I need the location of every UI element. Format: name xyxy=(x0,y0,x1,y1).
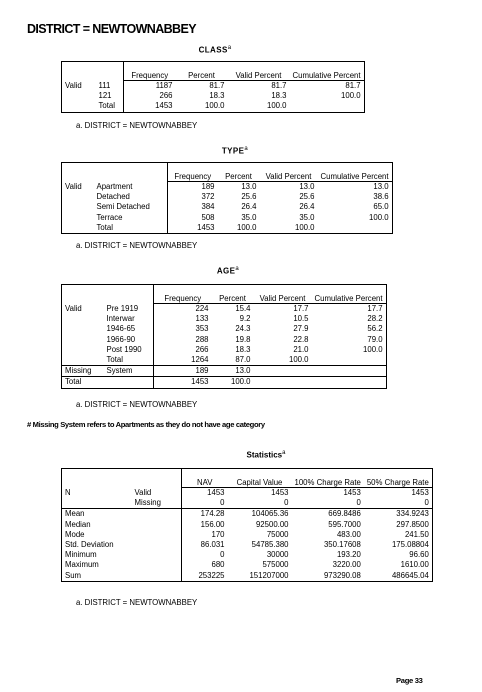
cell-percent: 100.0 xyxy=(212,377,254,388)
row-group: Valid xyxy=(62,182,94,193)
col-header-frequency: Frequency xyxy=(168,163,218,182)
cell-nav: 0 xyxy=(182,550,228,560)
row-label: Interwar xyxy=(106,314,135,324)
header-stub xyxy=(62,62,124,81)
col-header-percent: Percent xyxy=(176,62,228,81)
row-group xyxy=(62,213,94,223)
cell-50-charge-rate: 0 xyxy=(364,498,432,509)
cell-capital-value: 104065.36 xyxy=(251,509,289,519)
cell-capital-value: 575000 xyxy=(262,560,289,570)
cell-nav: 86.031 xyxy=(182,540,228,550)
row-label: Semi Detached xyxy=(96,202,150,212)
cell-100-charge-rate: 0 xyxy=(292,498,364,509)
row-label: Maximum xyxy=(62,560,182,570)
cell-cumulative-percent: 100.0 xyxy=(290,91,365,101)
col-header-valid-percent: Valid Percent xyxy=(254,285,312,304)
cell-cumulative-percent xyxy=(312,377,387,388)
cell-cumulative-percent: 100.0 xyxy=(312,345,387,355)
header-stub xyxy=(62,285,154,304)
statistics-table-title: Statistics$^a$ xyxy=(246,450,286,460)
table-row xyxy=(62,520,433,530)
row-group xyxy=(62,202,94,212)
cell-cumulative-percent: 81.7 xyxy=(290,81,365,92)
cell-valid-percent: 26.4 xyxy=(299,202,315,212)
cell-frequency: 266 xyxy=(154,345,212,355)
cell-percent: 81.7 xyxy=(209,81,225,90)
row-group xyxy=(62,101,96,112)
cell-valid-percent: 81.7 xyxy=(271,81,287,90)
cell-cumulative-percent: 13.0 xyxy=(318,182,393,193)
table-row xyxy=(62,509,433,520)
cell-cumulative-percent xyxy=(318,223,393,234)
col-header-capital-value: Capital Value xyxy=(228,469,292,488)
cell-percent: 87.0 xyxy=(212,355,254,366)
cell-50-charge-rate: 241.50 xyxy=(364,530,432,540)
cell-cumulative-percent: 100.0 xyxy=(318,213,393,223)
col-header-frequency: Frequency xyxy=(154,285,212,304)
row-label: Total xyxy=(96,101,124,112)
row-group xyxy=(62,223,94,234)
statistics-footnote: a. DISTRICT = NEWTOWNABBEY xyxy=(76,598,198,607)
row-label: Total xyxy=(94,223,168,234)
cell-100-charge-rate: 595.7000 xyxy=(328,519,361,529)
cell-valid-percent: 27.9 xyxy=(293,324,309,334)
col-header-nav: NAV xyxy=(182,469,228,488)
row-label: Terrace xyxy=(96,212,123,222)
cell-100-charge-rate: 1453 xyxy=(343,488,361,497)
cell-percent: 100.0 xyxy=(176,101,228,112)
row-label: Apartment xyxy=(96,182,133,191)
cell-capital-value: 30000 xyxy=(266,550,289,560)
row-label: 1966-90 xyxy=(106,334,136,344)
cell-percent: 18.3 xyxy=(209,91,225,101)
cell-capital-value: 0 xyxy=(228,498,292,509)
row-group xyxy=(62,314,104,324)
cell-cumulative-percent: 65.0 xyxy=(318,202,393,212)
cell-valid-percent: 100.0 xyxy=(254,355,312,366)
cell-frequency: 1453 xyxy=(154,377,212,388)
table-row xyxy=(62,202,393,212)
table-row xyxy=(62,488,433,499)
cell-frequency: 384 xyxy=(168,202,218,212)
cell-valid-percent: 10.5 xyxy=(293,314,309,324)
age-footnote: a. DISTRICT = NEWTOWNABBEY xyxy=(76,400,198,409)
col-header-cumulative-percent: Cumulative Percent xyxy=(318,163,393,182)
cell-cumulative-percent: 79.0 xyxy=(312,335,387,345)
cell-percent: 35.0 xyxy=(241,212,257,222)
row-group xyxy=(62,324,104,334)
table-row xyxy=(62,355,387,366)
cell-percent: 26.4 xyxy=(241,202,257,212)
table-row xyxy=(62,571,433,582)
cell-50-charge-rate: 175.08804 xyxy=(364,540,432,550)
cell-valid-percent xyxy=(254,377,312,388)
cell-frequency: 224 xyxy=(154,304,212,315)
cell-frequency: 189 xyxy=(154,366,212,377)
cell-50-charge-rate: 1610.00 xyxy=(364,560,432,570)
table-row xyxy=(62,550,433,560)
table-row xyxy=(62,530,433,540)
table-row xyxy=(62,182,393,193)
cell-capital-value: 1453 xyxy=(271,488,289,497)
row-label: 1946-65 xyxy=(106,324,136,334)
cell-nav: 174.28 xyxy=(182,509,228,520)
cell-percent: 24.3 xyxy=(235,324,251,334)
cell-nav: 170 xyxy=(182,530,228,540)
table-row xyxy=(62,540,433,550)
row-group: Valid xyxy=(62,304,104,315)
row-label: Median xyxy=(62,520,182,530)
header-stub xyxy=(62,163,168,182)
cell-frequency: 1187 xyxy=(124,81,176,92)
page-number: Page 33 xyxy=(396,676,423,685)
cell-valid-percent: 25.6 xyxy=(299,192,315,202)
cell-100-charge-rate: 973290.08 xyxy=(292,571,364,582)
cell-100-charge-rate: 193.20 xyxy=(336,550,361,560)
statistics-table xyxy=(61,468,433,582)
cell-percent: 18.3 xyxy=(235,344,251,354)
cell-cumulative-percent xyxy=(312,355,387,366)
cell-valid-percent: 100.0 xyxy=(260,223,318,234)
cell-nav: 253225 xyxy=(182,571,228,582)
class-frequency-table xyxy=(61,61,365,113)
missing-system-note: # Missing System refers to Apartments as they do not have age category xyxy=(27,420,265,429)
cell-frequency: 1453 xyxy=(168,223,218,234)
table-row xyxy=(62,377,387,388)
table-row xyxy=(62,213,393,223)
cell-capital-value: 92500.00 xyxy=(255,519,289,529)
type-footnote: a. DISTRICT = NEWTOWNABBEY xyxy=(76,241,198,250)
table-row xyxy=(62,101,365,112)
row-group xyxy=(62,355,104,366)
col-header-percent: Percent xyxy=(218,163,260,182)
cell-capital-value: 54785.380 xyxy=(251,540,289,550)
row-label: Detached xyxy=(96,192,130,202)
type-frequency-table xyxy=(61,162,393,234)
row-label: Std. Deviation xyxy=(62,540,182,550)
cell-frequency: 189 xyxy=(168,182,218,193)
row-label: 121 xyxy=(98,91,112,101)
row-label: Sum xyxy=(62,571,182,582)
cell-nav: 1453 xyxy=(182,488,228,499)
row-label: Mode xyxy=(62,530,182,540)
cell-cumulative-percent xyxy=(312,366,387,377)
cell-frequency: 1453 xyxy=(124,101,176,112)
cell-nav: 680 xyxy=(182,560,228,570)
table-row xyxy=(62,498,433,509)
cell-percent: 100.0 xyxy=(218,223,260,234)
row-group xyxy=(62,91,96,101)
table-row xyxy=(62,91,365,101)
cell-percent: 13.0 xyxy=(241,182,257,191)
cell-frequency: 1264 xyxy=(154,355,212,366)
row-label: Minimum xyxy=(62,550,182,560)
cell-cumulative-percent: 28.2 xyxy=(312,314,387,324)
cell-cumulative-percent xyxy=(290,101,365,112)
cell-cumulative-percent: 56.2 xyxy=(312,324,387,334)
col-header-valid-percent: Valid Percent xyxy=(260,163,318,182)
row-label: Pre 1919 xyxy=(106,304,139,313)
table-row xyxy=(62,223,393,234)
cell-valid-percent: 13.0 xyxy=(299,182,315,191)
cell-100-charge-rate: 350.17608 xyxy=(323,540,361,550)
row-label: System xyxy=(104,366,154,377)
table-row xyxy=(62,81,365,92)
cell-percent: 25.6 xyxy=(241,192,257,202)
row-sublabel: Valid xyxy=(134,488,152,497)
cell-100-charge-rate: 669.8486 xyxy=(328,509,361,519)
cell-50-charge-rate: 96.60 xyxy=(364,550,432,560)
table-row xyxy=(62,366,387,377)
cell-capital-value: 151207000 xyxy=(228,571,292,582)
row-label xyxy=(62,498,132,509)
cell-nav: 0 xyxy=(182,498,228,509)
cell-frequency: 353 xyxy=(154,324,212,334)
cell-100-charge-rate: 483.00 xyxy=(336,529,361,539)
cell-50-charge-rate: 1453 xyxy=(364,488,432,499)
cell-frequency: 508 xyxy=(168,213,218,223)
cell-valid-percent: 17.7 xyxy=(293,304,309,313)
cell-frequency: 288 xyxy=(154,335,212,345)
cell-valid-percent xyxy=(254,366,312,377)
cell-valid-percent: 18.3 xyxy=(271,91,287,101)
page-heading: DISTRICT = NEWTOWNABBEY xyxy=(27,22,196,36)
cell-valid-percent: 21.0 xyxy=(293,344,309,354)
row-group: Valid xyxy=(62,81,96,92)
cell-50-charge-rate: 297.8500 xyxy=(364,520,432,530)
col-header-cumulative-percent: Cumulative Percent xyxy=(312,285,387,304)
row-group xyxy=(62,345,104,355)
col-header-cumulative-percent: Cumulative Percent xyxy=(290,62,365,81)
row-label xyxy=(104,377,154,388)
table-row xyxy=(62,335,387,345)
cell-valid-percent: 100.0 xyxy=(228,101,290,112)
table-row xyxy=(62,324,387,334)
row-label: Post 1990 xyxy=(106,344,142,354)
cell-100-charge-rate: 3220.00 xyxy=(332,560,361,570)
age-frequency-table xyxy=(61,284,387,389)
cell-frequency: 372 xyxy=(168,192,218,202)
class-footnote: a. DISTRICT = NEWTOWNABBEY xyxy=(76,121,198,130)
row-label: Mean xyxy=(62,509,182,520)
cell-cumulative-percent: 38.6 xyxy=(318,192,393,202)
cell-nav: 156.00 xyxy=(182,520,228,530)
row-sublabel: Missing xyxy=(132,498,182,509)
col-header-valid-percent: Valid Percent xyxy=(228,62,290,81)
row-group: Missing xyxy=(62,366,104,377)
row-group xyxy=(62,192,94,202)
col-header-100-charge-rate: 100% Charge Rate xyxy=(292,469,364,488)
cell-percent: 13.0 xyxy=(212,366,254,377)
cell-cumulative-percent: 17.7 xyxy=(312,304,387,315)
col-header-50-charge-rate: 50% Charge Rate xyxy=(364,469,432,488)
col-header-percent: Percent xyxy=(212,285,254,304)
cell-50-charge-rate: 334.9243 xyxy=(364,509,432,520)
row-label: N xyxy=(62,488,132,499)
cell-frequency: 266 xyxy=(124,91,176,101)
table-row xyxy=(62,304,387,315)
row-group: Total xyxy=(62,377,104,388)
header-stub xyxy=(62,469,182,488)
cell-percent: 9.2 xyxy=(239,314,251,324)
age-table-title: AGE$^a$ xyxy=(216,266,240,276)
class-table-title: CLASS$^a$ xyxy=(198,45,232,55)
type-table-title: TYPE$^a$ xyxy=(221,146,249,156)
cell-percent: 15.4 xyxy=(235,304,251,313)
table-row xyxy=(62,345,387,355)
cell-percent: 19.8 xyxy=(235,334,251,344)
cell-valid-percent: 22.8 xyxy=(293,334,309,344)
cell-valid-percent: 35.0 xyxy=(299,212,315,222)
col-header-frequency: Frequency xyxy=(124,62,176,81)
row-group xyxy=(62,335,104,345)
table-row xyxy=(62,192,393,202)
row-label: Total xyxy=(104,355,154,366)
table-row xyxy=(62,314,387,324)
row-label: 111 xyxy=(98,81,111,90)
cell-frequency: 133 xyxy=(154,314,212,324)
cell-50-charge-rate: 486645.04 xyxy=(364,571,432,582)
table-row xyxy=(62,560,433,570)
cell-capital-value: 75000 xyxy=(266,529,289,539)
